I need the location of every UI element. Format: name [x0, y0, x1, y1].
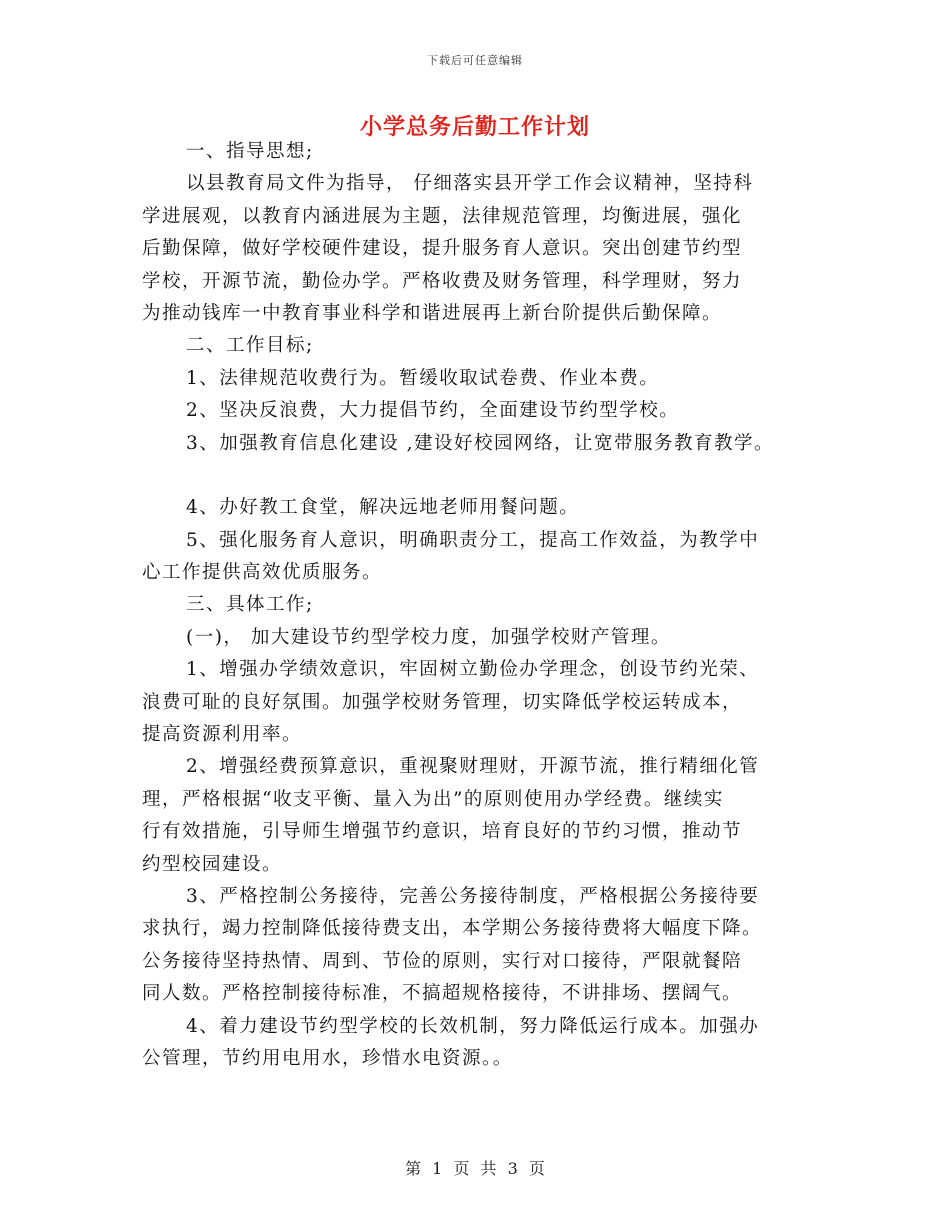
paragraph-line: 约型校园建设。	[142, 853, 283, 875]
page-number-footer: 第 1 页 共 3 页	[405, 1159, 545, 1178]
header-note: 下载后可任意编辑	[427, 54, 523, 67]
section-heading: 三、具体工作;	[186, 594, 314, 616]
blank-line	[142, 460, 832, 492]
paragraph-line: 浪费可耻的良好氛围。加强学校财务管理，切实降低学校运转成本，	[142, 691, 743, 713]
paragraph-line: 同人数。严格控制接待标准，不搞超规格接待，不讲排场、摆阔气。	[142, 983, 743, 1005]
paragraph-line: 公管理，节约用电用水，珍惜水电资源。。	[142, 1047, 513, 1069]
list-item: 2、坚决反浪费，大力提倡节约，全面建设节约型学校。	[186, 400, 680, 422]
subsection-heading: (一)， 加大建设节约型学校力度，加强学校财产管理。	[186, 626, 671, 648]
list-item: 2、增强经费预算意识，重视聚财理财，开源节流，推行精细化管	[186, 756, 760, 778]
paragraph-line: 学校，开源节流，勤俭办学。严格收费及财务管理，科学理财，努力	[142, 270, 743, 292]
paragraph-line: 行有效措施，引导师生增强节约意识，培育良好的节约习惯，推动节	[142, 821, 743, 843]
paragraph-line: 理，严格根据“收支平衡、量入为出”的原则使用办学经费。继续实	[142, 788, 724, 810]
section-heading: 一、指导思想;	[186, 141, 314, 162]
paragraph-line: 为推动钱库一中教育事业科学和谐进展再上新台阶提供后勤保障。	[142, 302, 723, 324]
list-item: 1、法律规范收费行为。暂缓收取试卷费、作业本费。	[186, 367, 660, 389]
paragraph-line: 公务接待坚持热情、周到、节俭的原则，实行对口接待，严限就餐陪	[142, 950, 743, 972]
list-item: 3、加强教育信息化建设 ,建设好校园网络，让宽带服务教育教学。	[186, 432, 775, 454]
list-item: 4、着力建设节约型学校的长效机制，努力降低运行成本。加强办	[186, 1015, 760, 1037]
list-item: 1、增强办学绩效意识，牢固树立勤俭办学理念，创设节约光荣、	[186, 659, 760, 681]
paragraph-line: 以县教育局文件为指导， 仔细落实县开学工作会议精神，坚持科	[186, 173, 754, 195]
list-item: 4、办好教工食堂，解决远地老师用餐问题。	[186, 497, 580, 519]
list-item: 5、强化服务育人意识，明确职责分工，提高工作效益，为教学中	[186, 529, 760, 551]
paragraph-line: 后勤保障，做好学校硬件建设，提升服务育人意识。突出创建节约型	[142, 238, 743, 260]
paragraph-line: 心工作提供高效优质服务。	[142, 562, 383, 584]
paragraph-line: 求执行，竭力控制降低接待费支出，本学期公务接待费将大幅度下降。	[142, 918, 763, 940]
paragraph-line: 学进展观，以教育内涵进展为主题，法律规范管理，均衡进展，强化	[142, 205, 743, 227]
document-body	[142, 136, 832, 1075]
section-heading: 二、工作目标;	[186, 335, 314, 357]
paragraph-line: 提高资源利用率。	[142, 724, 303, 746]
list-item: 3、严格控制公务接待，完善公务接待制度，严格根据公务接待要	[186, 885, 760, 907]
document-title: 小学总务后勤工作计划	[359, 114, 590, 140]
